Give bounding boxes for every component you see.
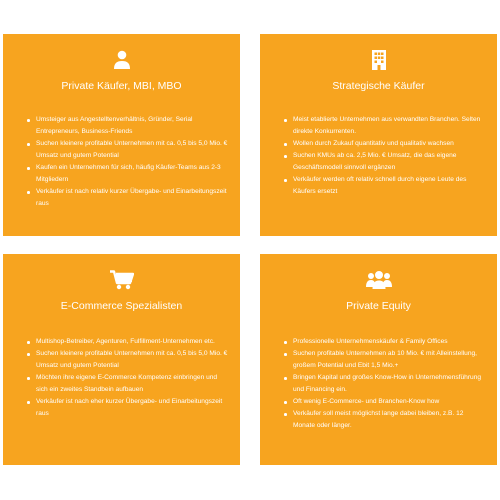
list-item: Verkäufer ist nach eher kurzer Übergabe- und Einarbeitungszeit raus — [36, 396, 228, 420]
list-item: Suchen KMUs ab ca. 2,5 Mio. € Umsatz, die das eigene Geschäftsmodell sinnvoll ergänzen — [293, 150, 485, 174]
card-title: Strategische Käufer — [332, 80, 425, 92]
card-strategic-buyers — [260, 34, 497, 236]
card-title: Private Equity — [346, 300, 411, 312]
card-ecommerce-specialists — [3, 254, 240, 465]
list-item: Suchen kleinere profitable Unternehmen mit ca. 0,5 bis 5,0 Mio. € Umsatz und gutem Potential — [36, 138, 228, 162]
card-title: Private Käufer, MBI, MBO — [61, 80, 182, 92]
card-private-buyers — [3, 34, 240, 236]
card-list — [282, 114, 485, 198]
list-item: Verkäufer ist nach relativ kurzer Übergabe- und Einarbeitungszeit raus — [36, 186, 228, 210]
list-item: Suchen kleinere profitable Unternehmen mit ca. 0,5 bis 5,0 Mio. € Umsatz und gutem Potential — [36, 348, 228, 372]
list-item: Verkäufer werden oft relativ schnell durch eigene Leute des Käufers ersetzt — [293, 174, 485, 198]
list-item: Kaufen ein Unternehmen für sich, häufig Käufer-Teams aus 2-3 Mitgliedern — [36, 162, 228, 186]
list-item: Umsteiger aus Angestelltenverhältnis, Gründer, Serial Entrepreneurs, Business-Friends — [36, 114, 228, 138]
user-icon — [113, 50, 131, 72]
list-item: Professionelle Unternehmenskäufer & Family Offices — [293, 336, 485, 348]
card-list — [282, 336, 485, 432]
list-item: Meist etablierte Unternehmen aus verwandten Branchen. Selten direkte Konkurrenten. — [293, 114, 485, 138]
list-item: Bringen Kapital und großes Know-How in Unternehmensführung und Financing ein. — [293, 372, 485, 396]
card-list — [25, 114, 228, 210]
list-item: Verkäufer soll meist möglichst lange dabei bleiben, z.B. 12 Monate oder länger. — [293, 408, 485, 432]
card-title: E-Commerce Spezialisten — [60, 300, 183, 312]
building-icon — [372, 50, 386, 72]
list-item: Möchten ihre eigene E-Commerce Kompetenz einbringen und sich ein zweites Standbein aufbauen — [36, 372, 228, 396]
shopping-cart-icon — [110, 270, 134, 292]
list-item: Wollen durch Zukauf quantitativ und qualitativ wachsen — [293, 138, 485, 150]
users-icon — [366, 270, 392, 292]
card-list — [25, 336, 228, 420]
list-item: Oft wenig E-Commerce- und Branchen-Know how — [293, 396, 485, 408]
list-item: Suchen profitable Unternehmen ab 10 Mio. € mit Alleinstellung, großem Potential und Ebit 1,5 Mio.+ — [293, 348, 485, 372]
card-private-equity — [260, 254, 497, 465]
list-item: Multishop-Betreiber, Agenturen, Fulfillment-Unternehmen etc. — [36, 336, 228, 348]
